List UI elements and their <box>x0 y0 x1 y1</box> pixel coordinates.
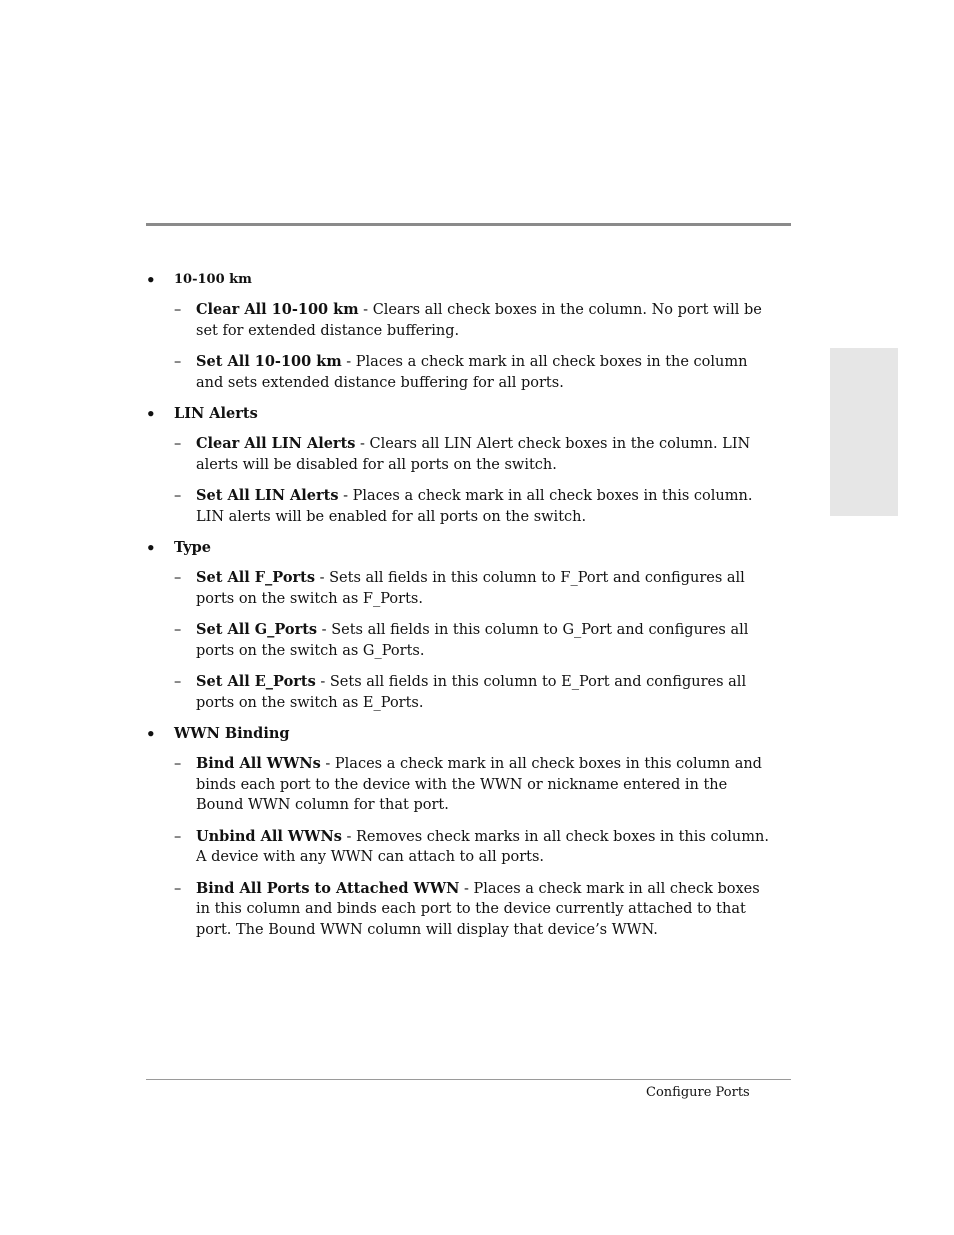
bullet-icon: • <box>146 271 156 289</box>
list-item <box>146 486 771 527</box>
list-item <box>146 754 771 816</box>
list-item <box>146 879 771 941</box>
dash-icon: – <box>174 756 182 772</box>
item-text: - Places a check mark in all check boxes in the column and sets extended distance buffering for all ports. <box>196 354 748 391</box>
bullet-icon: • <box>146 405 156 423</box>
item-term: Unbind All WWNs <box>196 827 342 845</box>
dash-icon: – <box>174 488 182 504</box>
section-10-100-km <box>146 270 766 393</box>
item-term: Set All LIN Alerts <box>196 487 339 504</box>
section-heading <box>146 724 766 744</box>
item-text: - Removes check marks in all check boxes in this column. A device with any WWN can attach to all ports. <box>196 828 769 865</box>
list-item <box>146 620 771 661</box>
item-term: Set All G_Ports <box>196 621 318 638</box>
item-text: - Clears all LIN Alert check boxes in the column. LIN alerts will be disabled for all ports on the switch. <box>196 436 751 473</box>
item-text: - Places a check mark in all check boxes in this column. LIN alerts will be enabled for all ports on the switch. <box>196 488 753 525</box>
dash-icon: – <box>174 622 182 638</box>
list-item <box>146 827 771 868</box>
item-text: - Clears all check boxes in the column. No port will be set for extended distance buffering. <box>196 302 762 339</box>
dash-icon: – <box>174 570 182 586</box>
item-term: Clear All 10-100 km <box>196 301 359 318</box>
item-term: Bind All Ports to Attached WWN <box>196 879 460 897</box>
list-item <box>146 300 771 341</box>
section-heading <box>146 538 766 558</box>
list-item <box>146 434 771 475</box>
item-term: Clear All LIN Alerts <box>196 435 356 452</box>
bullet-icon: • <box>146 539 156 557</box>
item-text: - Sets all fields in this column to G_Port and configures all ports on the switch as G_Ports. <box>196 622 749 659</box>
dash-icon: – <box>174 828 182 845</box>
list-item <box>146 568 771 609</box>
dash-icon: – <box>174 354 182 370</box>
header-rule <box>146 223 791 226</box>
section-type <box>146 538 766 713</box>
item-text: - Places a check mark in all check boxes in this column and binds each port to the device currently attached to that port. The Bound WWN column will display that device’s WWN. <box>196 880 760 938</box>
item-term: Set All 10-100 km <box>196 353 342 370</box>
item-term: Set All F_Ports <box>196 569 315 586</box>
section-heading-text: WWN Binding <box>174 725 290 742</box>
item-text: - Sets all fields in this column to E_Port and configures all ports on the switch as E_Ports. <box>196 674 747 711</box>
item-term: Bind All WWNs <box>196 755 321 772</box>
page-body <box>146 270 769 951</box>
chapter-tab <box>830 348 898 516</box>
section-wwn-binding <box>146 724 769 940</box>
footer-rule <box>146 1079 791 1080</box>
dash-icon: – <box>174 436 182 452</box>
bullet-icon: • <box>146 725 156 743</box>
section-heading-text: LIN Alerts <box>174 405 258 422</box>
section-lin-alerts <box>146 404 766 527</box>
dash-icon: – <box>174 674 182 690</box>
dash-icon: – <box>174 302 182 318</box>
section-heading-text: 10-100 km <box>174 272 252 287</box>
item-text: - Sets all fields in this column to F_Port and configures all ports on the switch as F_Ports. <box>196 570 745 607</box>
section-heading-text: Type <box>174 539 211 556</box>
item-term: Set All E_Ports <box>196 673 316 690</box>
section-heading <box>146 404 766 424</box>
item-text: - Places a check mark in all check boxes in this column and binds each port to the device with the WWN or nickname entered in the Bound WWN column for that port. <box>196 756 762 813</box>
dash-icon: – <box>174 880 182 897</box>
section-heading <box>146 270 766 290</box>
list-item <box>146 352 771 393</box>
list-item <box>146 672 771 713</box>
footer-chapter-title: Configure Ports <box>646 1085 750 1100</box>
